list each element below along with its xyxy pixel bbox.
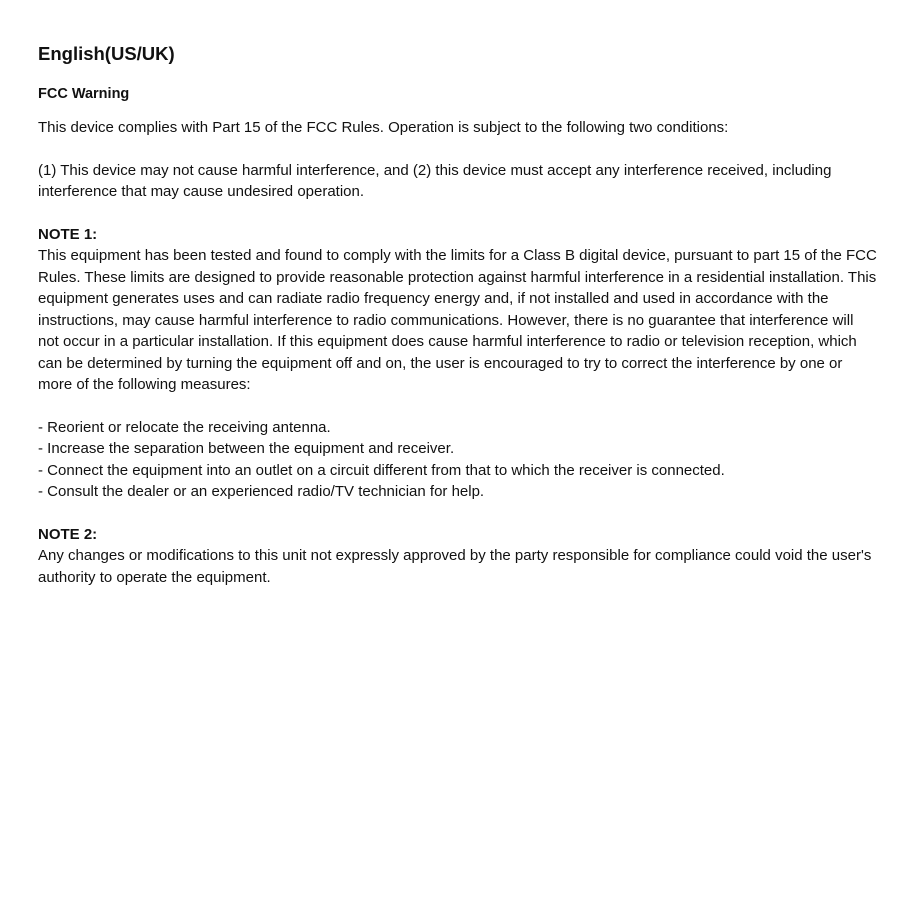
list-item: - Connect the equipment into an outlet on a circuit different from that to which the receiver is connected. bbox=[38, 460, 878, 482]
list-item: - Consult the dealer or an experienced radio/TV technician for help. bbox=[38, 481, 878, 503]
intro-paragraph: This device complies with Part 15 of the FCC Rules. Operation is subject to the following two conditions: bbox=[38, 119, 729, 136]
measures-list bbox=[38, 417, 878, 503]
note1-label: NOTE 1: bbox=[38, 225, 98, 243]
note1-body: This equipment has been tested and found to comply with the limits for a Class B digital device, pursuant to part 15 of the FCC Rules. These limits are designed to provide reasonable protection against harmful interference in a residential installation. This equipment generates uses and can radiate radio frequency energy and, if not installed and used in accordance with the instructions, may cause harmful interference to radio communications. However, there is no guarantee that interference will not occur in a particular installation. If this equipment does cause harmful interference to radio or television reception, which can be determined by turning the equipment off and on, the user is encouraged to try to correct the interference by one or more of the following measures: bbox=[38, 247, 877, 393]
note2-label: NOTE 2: bbox=[38, 525, 98, 543]
list-item: - Increase the separation between the equipment and receiver. bbox=[38, 438, 878, 460]
note2-body: Any changes or modifications to this unit not expressly approved by the party responsible for compliance could void the user's authority to operate the equipment. bbox=[38, 547, 872, 586]
conditions-paragraph: (1) This device may not cause harmful interference, and (2) this device must accept any interference received, including interference that may cause undesired operation. bbox=[38, 161, 832, 200]
document-page bbox=[38, 42, 878, 609]
section-heading: FCC Warning bbox=[38, 86, 130, 102]
language-heading: English(US/UK) bbox=[38, 43, 175, 64]
list-item: - Reorient or relocate the receiving antenna. bbox=[38, 417, 878, 439]
